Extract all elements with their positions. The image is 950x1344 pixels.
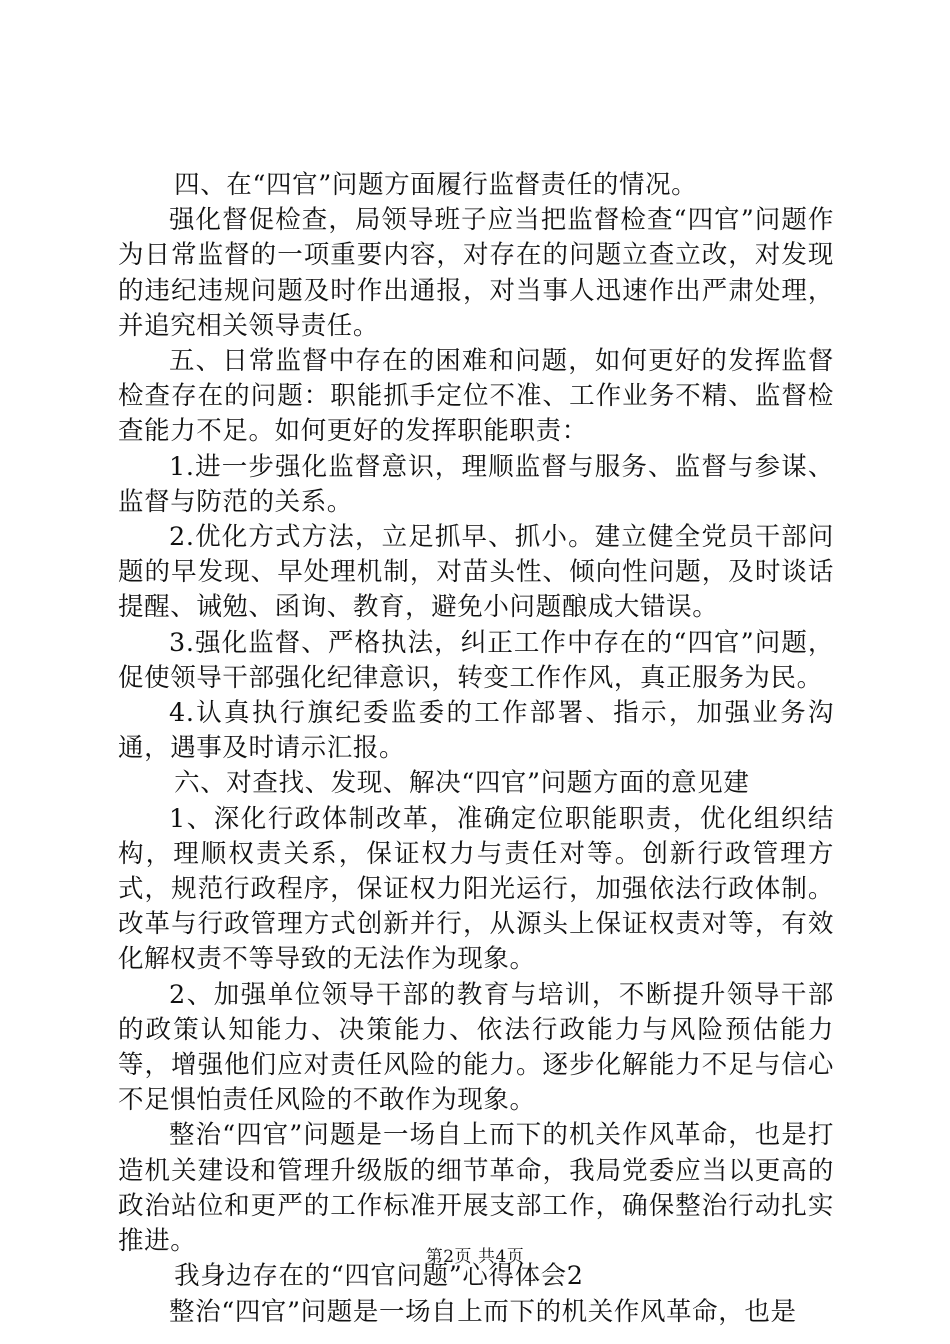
section-heading-5: 五、日常监督中存在的困难和问题，如何更好的发挥监督检查存在的问题：职能抓手定位不准、工作业务不精、监督检查能力不足。如何更好的发挥职能职责： — [118, 346, 834, 447]
list-item-2: 2.优化方式方法，立足抓早、抓小。建立健全党员干部问题的早发现、早处理机制，对苗头性、倾向性问题，及时谈话提醒、诫勉、函询、教育，避免小问题酿成大错误。 — [118, 522, 834, 623]
list-item-4: 4.认真执行旗纪委监委的工作部署、指示，加强业务沟通，遇事及时请示汇报。 — [118, 698, 834, 764]
page-number-footer: 第2页 共4页 — [425, 1247, 525, 1267]
list-item-3: 3.强化监督、严格执法，纠正工作中存在的“四官”问题，促使领导干部强化纪律意识，转变工作作风，真正服务为民。 — [118, 627, 834, 693]
list-item-1: 1.进一步强化监督意识，理顺监督与服务、监督与参谋、监督与防范的关系。 — [118, 451, 834, 517]
article-title-2: 我身边存在的“四官问题”心得体会2 — [174, 1261, 584, 1292]
document-body — [118, 168, 834, 1330]
paragraph: 整治“四官”问题是一场自上而下的机关作风革命，也是 — [169, 1296, 797, 1327]
paragraph: 强化督促检查，局领导班子应当把监督检查“四官”问题作为日常监督的一项重要内容，对存在的问题立查立改，对发现的违纪违规问题及时作出通报，对当事人迅速作出严肃处理，并追究相关领导责任。 — [118, 205, 834, 341]
conclusion-paragraph: 整治“四官”问题是一场自上而下的机关作风革命，也是打造机关建设和管理升级版的细节革命，我局党委应当以更高的政治站位和更严的工作标准开展支部工作，确保整治行动扎实推进。 — [118, 1120, 834, 1257]
suggestion-item-2: 2、加强单位领导干部的教育与培训，不断提升领导干部的政策认知能力、决策能力、依法行政能力与风险预估能力等，增强他们应对责任风险的能力。逐步化解能力不足与信心不足惧怕责任风险的不敢作为现象。 — [118, 979, 834, 1116]
suggestion-item-1: 1、深化行政体制改革，准确定位职能职责，优化组织结构，理顺权责关系，保证权力与责任对等。创新行政管理方式，规范行政程序，保证权力阳光运行，加强依法行政体制。改革与行政管理方式创新并行，从源头上保证权责对等，有效化解权责不等导致的无法作为现象。 — [118, 803, 834, 975]
section-heading-6: 六、对查找、发现、解决“四官”问题方面的意见建 — [174, 768, 750, 799]
section-heading-4: 四、在“四官”问题方面履行监督责任的情况。 — [174, 170, 698, 200]
